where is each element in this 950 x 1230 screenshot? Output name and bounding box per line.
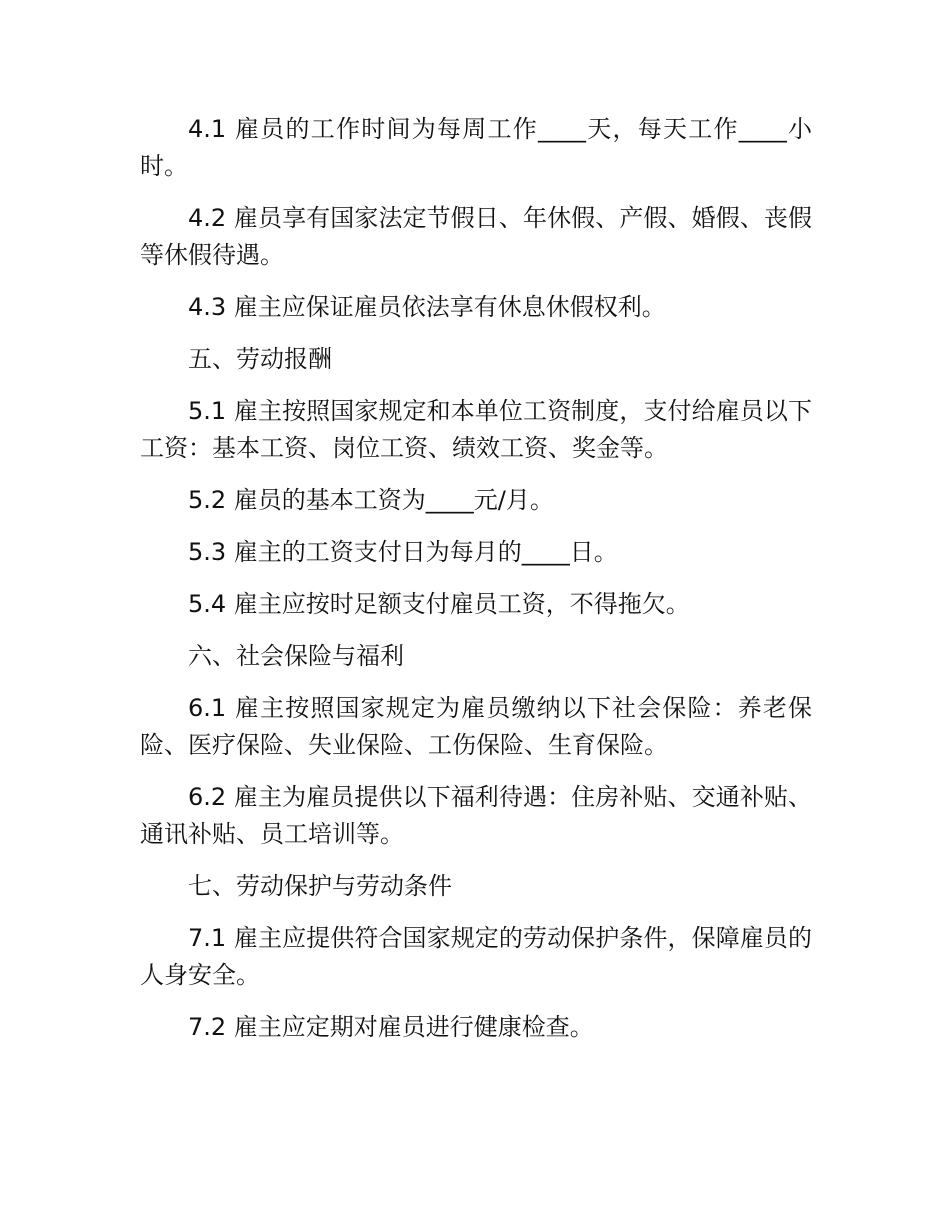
clause-4-2: 4.2 雇员享有国家法定节假日、年休假、产假、婚假、丧假等休假待遇。	[140, 204, 812, 269]
clause-4-3: 4.3 雇主应保证雇员依法享有休息休假权利。	[188, 293, 666, 321]
section-heading-5: 五、劳动报酬	[188, 345, 332, 373]
section-heading-7: 七、劳动保护与劳动条件	[188, 872, 452, 900]
clause-5-1: 5.1 雇主按照国家规定和本单位工资制度，支付给雇员以下工资：基本工资、岗位工资、绩效工资、奖金等。	[140, 397, 812, 462]
clause-5-4: 5.4 雇主应按时足额支付雇员工资，不得拖欠。	[188, 590, 690, 618]
clause-6-2: 6.2 雇主为雇员提供以下福利待遇：住房补贴、交通补贴、通讯补贴、员工培训等。	[140, 783, 812, 848]
clause-5-3: 5.3 雇主的工资支付日为每月的____日。	[188, 538, 618, 566]
section-heading-6: 六、社会保险与福利	[188, 642, 404, 670]
clause-7-1: 7.1 雇主应提供符合国家规定的劳动保护条件，保障雇员的人身安全。	[140, 924, 812, 989]
clause-4-1: 4.1 雇员的工作时间为每周工作____天，每天工作____小时。	[140, 115, 812, 180]
clause-5-2: 5.2 雇员的基本工资为____元/月。	[188, 486, 554, 514]
clause-7-2: 7.2 雇主应定期对雇员进行健康检查。	[188, 1013, 594, 1041]
document-body	[140, 111, 812, 1061]
clause-6-1: 6.1 雇主按照国家规定为雇员缴纳以下社会保险：养老保险、医疗保险、失业保险、工伤保险、生育保险。	[140, 694, 812, 759]
